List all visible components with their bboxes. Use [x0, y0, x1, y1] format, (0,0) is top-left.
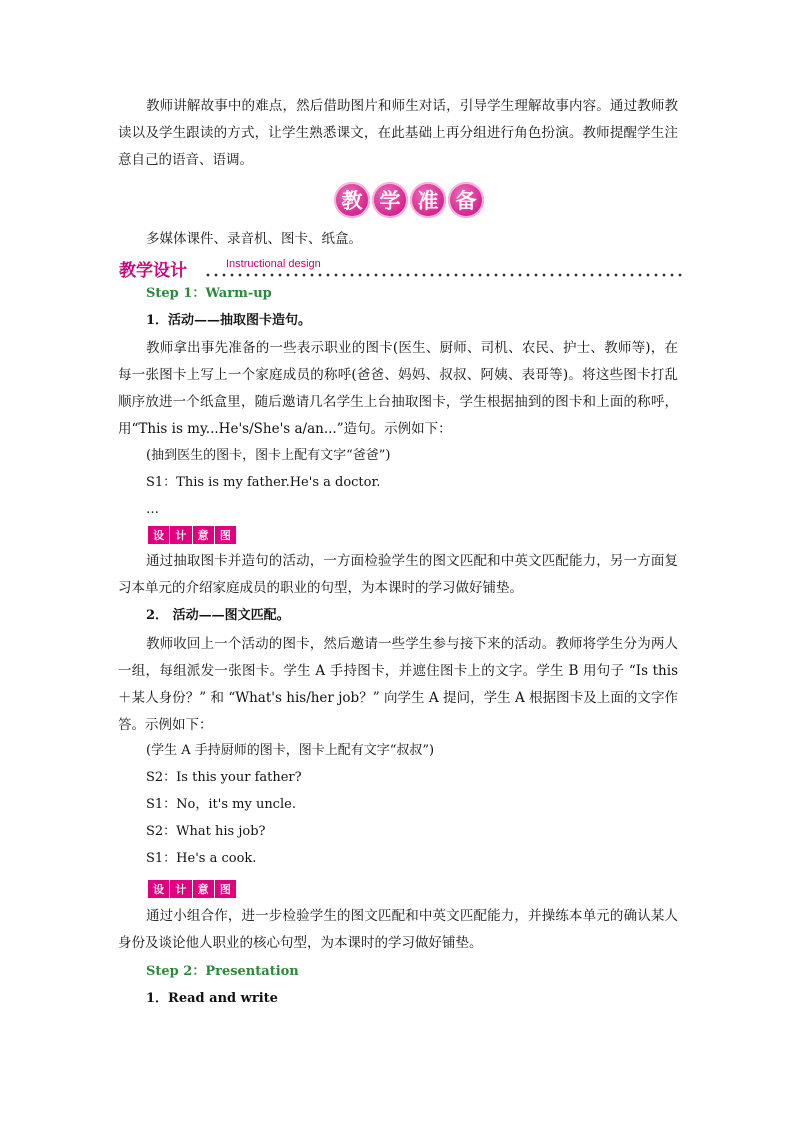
- activity2-description: 教师收回上一个活动的图卡，然后邀请一些学生参与接下来的活动。教师将学生分为两人一组，每组派发一张图卡。学生 A 手持图卡，并遮住图卡上的文字。学生 B 用句子 “Is this＋某人身份？” 和 “What's his/her job？” 向学生 A 提问，学生 A 根据图卡及上面的文字作答。示例如下：: [118, 636, 678, 733]
- tag-char: 计: [170, 526, 191, 544]
- dotted-divider: [204, 273, 682, 277]
- dialogue-line: S2：Is this your father?: [146, 770, 302, 785]
- activity1-description: 教师拿出事先准备的一些表示职业的图卡(医生、厨师、司机、农民、护士、教师等)，在每一张图卡上写上一个家庭成员的称呼(爸爸、妈妈、叔叔、阿姨、表哥等)。将这些图卡打乱顺序放进一个纸盒里，随后邀请几名学生上台抽取图卡，学生根据抽到的图卡和上面的称呼，用“This is my...He's/She's a/an...”造句。示例如下：: [118, 340, 678, 437]
- step1-heading: Step 1：Warm-up: [146, 286, 272, 301]
- design-intent-tag: [148, 526, 236, 544]
- activity2-title: 2． 活动——图文匹配。: [146, 608, 290, 623]
- banner-char: 学: [372, 182, 408, 218]
- intro-paragraph: 教师讲解故事中的难点，然后借助图片和师生对话，引导学生理解故事内容。通过教师教读以及学生跟读的方式，让学生熟悉课文，在此基础上再分组进行角色扮演。教师提醒学生注意自己的语音、语调。: [118, 98, 678, 168]
- dialogue-line: S1：He's a cook.: [146, 851, 257, 866]
- activity1-title: 1．活动——抽取图卡造句。: [146, 313, 312, 328]
- banner-char: 准: [410, 182, 446, 218]
- tag-char: 意: [193, 526, 214, 544]
- tag-char: 设: [148, 526, 169, 544]
- tag-char: 意: [193, 880, 214, 898]
- step2-heading: Step 2：Presentation: [146, 964, 299, 979]
- design-intent-tag: [148, 880, 236, 898]
- step2-item1: 1．Read and write: [146, 991, 278, 1006]
- example1-note: (抽到医生的图卡，图卡上配有文字“爸爸”): [146, 448, 391, 463]
- section-subtitle: Instructional design: [226, 258, 321, 270]
- teaching-preparation-banner: [334, 182, 484, 218]
- tag-char: 图: [215, 526, 236, 544]
- tag-char: 图: [215, 880, 236, 898]
- ellipsis: …: [146, 502, 159, 517]
- banner-char: 备: [448, 182, 484, 218]
- section-title: 教学设计: [119, 261, 187, 281]
- banner-char: 教: [334, 182, 370, 218]
- example1-line: S1：This is my father.He's a doctor.: [146, 475, 381, 490]
- dialogue-line: S1：No，it's my uncle.: [146, 797, 296, 812]
- tag-char: 设: [148, 880, 169, 898]
- design2-text: 通过小组合作，进一步检验学生的图文匹配和中英文匹配能力，并操练本单元的确认某人身份及谈论他人职业的核心句型，为本课时的学习做好铺垫。: [118, 908, 678, 951]
- materials-text: 多媒体课件、录音机、图卡、纸盒。: [146, 231, 362, 247]
- design1-text: 通过抽取图卡并造句的活动，一方面检验学生的图文匹配和中英文匹配能力，另一方面复习本单元的介绍家庭成员的职业的句型，为本课时的学习做好铺垫。: [118, 553, 678, 596]
- tag-char: 计: [170, 880, 191, 898]
- dialogue-line: S2：What his job?: [146, 824, 266, 839]
- example2-note: (学生 A 手持厨师的图卡，图卡上配有文字“叔叔”): [146, 743, 435, 758]
